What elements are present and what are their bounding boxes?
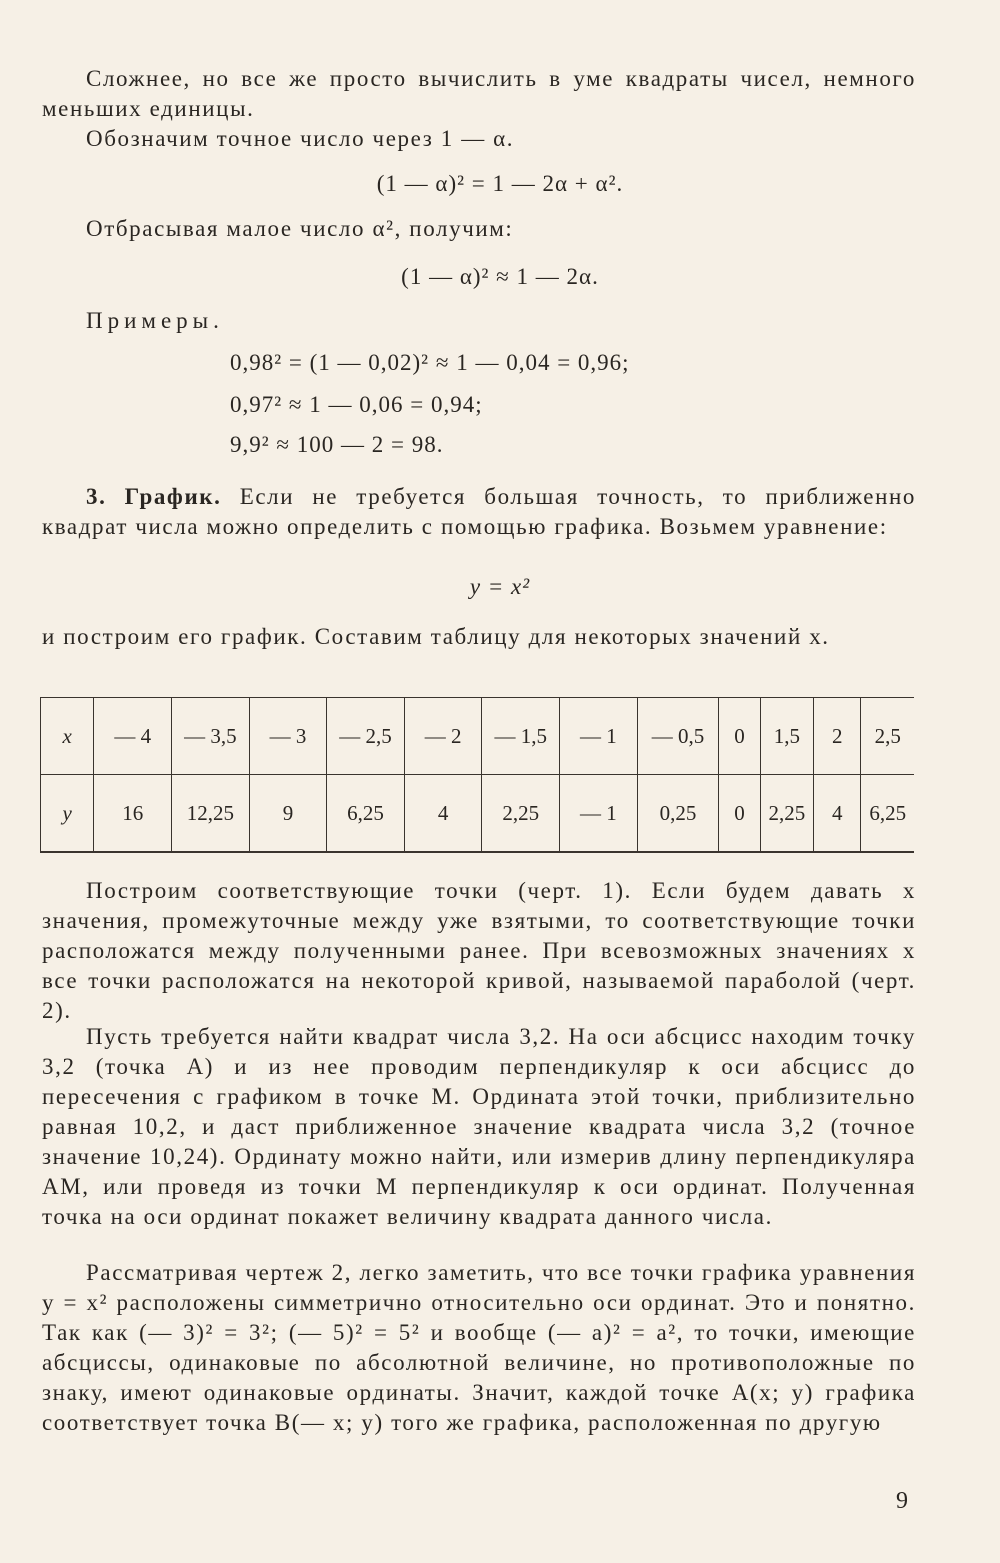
values-table <box>40 697 914 853</box>
page-number: 9 <box>896 1488 908 1514</box>
table-cell: — 3 <box>249 698 327 775</box>
equation-parabola: y = x² <box>469 574 531 599</box>
table-cell: — 1 <box>560 775 638 853</box>
example-line-2: 0,97² ≈ 1 — 0,06 = 0,94; <box>230 392 483 417</box>
paragraph-square-3-2: Пусть требуется найти квадрат числа 3,2. На оси абсцисс находим точку 3,2 (точка A) и из нее проводим перпендикуляр к оси абсцисс до пересечения с графиком в точке M. Ордината этой точки, приблизительно равная 10,2, и даст приближенное значение квадрата числа 3,2 (точное значение 10,24). Ординату можно найти, или измерив длину перпендикуляра AM, или проведя из точки M перпендикуляр к оси ординат. Полученная точка на оси ординат покажет величину квадрата данного числа. <box>42 1024 916 1229</box>
table-cell: 16 <box>94 775 172 853</box>
equation-square-expansion: (1 — α)² = 1 — 2α + α². <box>376 171 624 196</box>
table-row-y <box>41 775 915 853</box>
example-line-3: 9,9² ≈ 100 — 2 = 98. <box>230 432 444 457</box>
table-cell: — 2 <box>404 698 482 775</box>
table-cell: 2,5 <box>861 698 914 775</box>
table-row-x <box>41 698 915 775</box>
examples-label: Примеры. <box>86 308 224 333</box>
section-text: Если не требуется большая точность, то приближенно квадрат числа можно определить с помощью графика. Возьмем уравнение: <box>42 484 916 539</box>
table-cell: — 1,5 <box>482 698 560 775</box>
paragraph-points: Построим соответствующие точки (черт. 1). Если будем давать x значения, промежуточные между уже взятыми, то соответствующие точки расположатся между полученными ранее. При всевозможных значениях x все точки расположатся на некоторой кривой, называемой параболой (черт. 2). <box>42 878 916 1023</box>
table-cell: 6,25 <box>327 775 405 853</box>
paragraph-symmetry: Рассматривая чертеж 2, легко заметить, что все точки графика уравнения y = x² расположены симметрично относительно оси ординат. Это и понятно. Так как (— 3)² = 3²; (— 5)² = 5² и вообще (— a)² = a², то точки, имеющие абсциссы, одинаковые по абсолютной величине, но противоположные по знаку, имеют одинаковые ординаты. Значит, каждой точке A(x; y) графика соответствует точка B(— x; y) того же графика, расположенная по другую <box>42 1260 916 1435</box>
table-cell: 1,5 <box>760 698 813 775</box>
paragraph-intro: Сложнее, но все же просто вычислить в уме квадраты чисел, немного меньших единицы. <box>42 66 916 121</box>
table-cell: 0 <box>719 698 760 775</box>
paragraph-drop-alpha: Отбрасывая малое число α², получим: <box>86 216 514 241</box>
table-cell: 6,25 <box>861 775 914 853</box>
paragraph-section-graph <box>42 482 916 542</box>
table-cell: — 3,5 <box>172 698 250 775</box>
table-cell: — 1 <box>560 698 638 775</box>
equation-approximation: (1 — α)² ≈ 1 — 2α. <box>401 264 599 289</box>
table-cell: 2,25 <box>760 775 813 853</box>
paragraph-build-table: и построим его график. Составим таблицу для некоторых значений x. <box>42 624 830 649</box>
table-cell: — 0,5 <box>637 698 719 775</box>
table-cell: 0,25 <box>637 775 719 853</box>
section-heading: 3. График. <box>86 484 222 509</box>
table-cell: 2,25 <box>482 775 560 853</box>
table-cell: 12,25 <box>172 775 250 853</box>
table-cell: 4 <box>814 775 861 853</box>
example-line-1: 0,98² = (1 — 0,02)² ≈ 1 — 0,04 = 0,96; <box>230 350 630 375</box>
table-cell: — 4 <box>94 698 172 775</box>
table-header-y: y <box>41 775 94 853</box>
table-cell: 2 <box>814 698 861 775</box>
table-cell: 0 <box>719 775 760 853</box>
paragraph-notation: Обозначим точное число через 1 — α. <box>86 126 515 151</box>
table-cell: — 2,5 <box>327 698 405 775</box>
table-cell: 4 <box>404 775 482 853</box>
table-header-x: x <box>41 698 94 775</box>
table-cell: 9 <box>249 775 327 853</box>
